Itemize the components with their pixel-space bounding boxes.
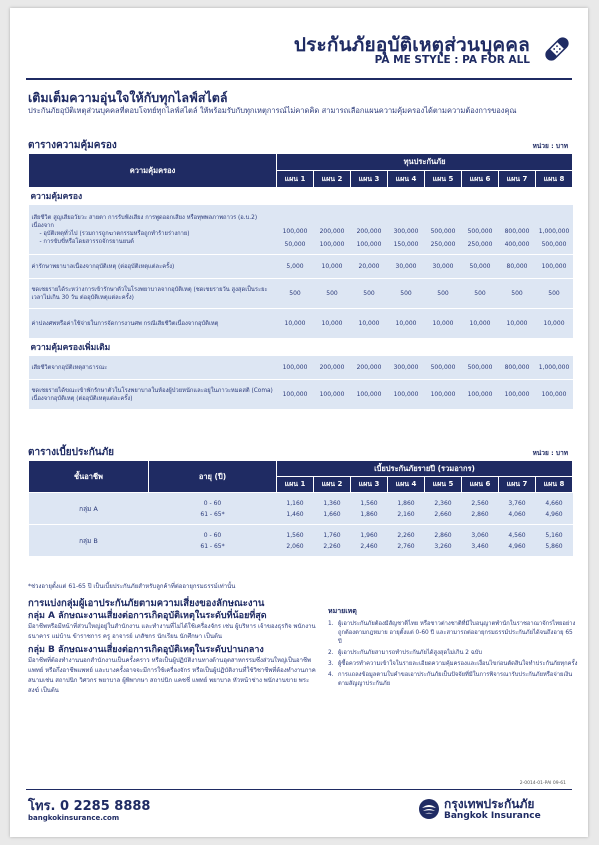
coverage-value: 150,000 <box>393 241 419 248</box>
page-title: ประกันภัยอุบัติเหตุส่วนบุคคล <box>293 34 530 56</box>
remark-item <box>328 660 578 669</box>
phone-number: โทร. 0 2285 8888 <box>28 799 151 814</box>
coverage-value: 100,000 <box>351 380 388 410</box>
coverage-value-cell <box>314 205 351 255</box>
premium-value: 1,460 <box>286 510 304 518</box>
logo-english-text: Bangkok Insurance <box>444 811 541 821</box>
age-range: 61 - 65* <box>200 542 225 550</box>
premium-value-cell <box>462 493 499 525</box>
remark-number: 3. <box>328 661 334 667</box>
premium-note: *ช่วงอายุตั้งแต่ 61-65 ปี เป็นเบี้ยประกันภัยสำหรับลูกค้าที่ต่ออายุกรมธรรม์เท่านั้น <box>28 583 236 590</box>
coverage-desc-text: เสียชีวิตจากอุบัติเหตุสาธารณะ <box>31 364 108 371</box>
annual-premium-header: เบี้ยประกันภัยรายปี (รวมอากร) <box>277 461 573 477</box>
coverage-value: 250,000 <box>430 241 456 248</box>
coverage-value: 50,000 <box>462 255 499 279</box>
logo-thai-text: กรุงเทพประกันภัย <box>444 797 535 811</box>
bandage-icon <box>542 34 572 64</box>
coverage-desc <box>29 356 277 380</box>
age-header: อายุ (ปี) <box>149 461 277 493</box>
group-a-title: กลุ่ม A ลักษณะงานเสี่ยงต่อการเกิดอุบัติเหตุในระดับที่น้อยที่สุด <box>28 611 267 621</box>
coverage-value: 500,000 <box>467 228 493 235</box>
coverage-section-main: ความคุ้มครอง <box>29 188 573 205</box>
coverage-value: 100,000 <box>314 380 351 410</box>
age-range-cell <box>149 525 277 557</box>
plan-header: แผน 5 <box>425 171 462 188</box>
coverage-value: 500 <box>536 279 573 309</box>
premium-value: 3,260 <box>434 542 452 550</box>
coverage-col-header: ความคุ้มครอง <box>29 154 277 188</box>
premium-value-cell <box>425 525 462 557</box>
premium-value: 1,360 <box>323 499 341 507</box>
premium-value-cell <box>536 493 573 525</box>
coverage-value: 20,000 <box>351 255 388 279</box>
plan-header: แผน 4 <box>388 477 425 493</box>
premium-value-cell <box>536 525 573 557</box>
plan-header: แผน 6 <box>462 171 499 188</box>
coverage-value: 100,000 <box>282 228 308 235</box>
occupation-group: กลุ่ม A <box>29 493 149 525</box>
coverage-value: 500 <box>314 279 351 309</box>
coverage-table <box>28 153 573 410</box>
coverage-desc <box>29 255 277 279</box>
premium-value-cell <box>462 525 499 557</box>
coverage-value: 100,000 <box>277 380 314 410</box>
remark-text: ผู้เอาประกันภัยต้องมีสัญชาติไทย หรือชาวต่างชาติที่มีใบอนุญาตพำนักในราชอาณาจักรไทยอย่างถูกต้องตามกฎหมาย อายุตั้งแต่ 0-60 ปี และสามารถต่ออายุกรมธรรม์ประกันภัยได้จนถึงอายุ 65 ปี <box>338 621 576 645</box>
coverage-value: 80,000 <box>499 255 536 279</box>
coverage-desc <box>29 279 277 309</box>
premium-value: 2,660 <box>434 510 452 518</box>
premium-value-cell <box>277 493 314 525</box>
coverage-value: 1,000,000 <box>536 356 573 380</box>
coverage-value: 500 <box>499 279 536 309</box>
coverage-value: 500 <box>351 279 388 309</box>
coverage-row <box>29 255 573 279</box>
coverage-value: 800,000 <box>499 356 536 380</box>
coverage-value: 500 <box>388 279 425 309</box>
premium-value: 1,960 <box>360 531 378 539</box>
coverage-value: 30,000 <box>425 255 462 279</box>
plan-header: แผน 1 <box>277 477 314 493</box>
risk-groups-title: การแบ่งกลุ่มผู้เอาประกันภัยตามความเสี่ยงของลักษณะงาน <box>28 598 265 609</box>
premium-value: 2,360 <box>434 499 452 507</box>
coverage-desc <box>29 205 277 255</box>
coverage-desc <box>29 380 277 410</box>
coverage-row <box>29 279 573 309</box>
plan-header: แผน 7 <box>499 171 536 188</box>
age-range: 61 - 65* <box>200 510 225 518</box>
plan-header: แผน 8 <box>536 477 573 493</box>
remark-text: การแถลงข้อมูลตามใบคำขอเอาประกันภัยเป็นปัจจัยที่มีในการพิจารณารับประกันภัยหรือจ่ายเงินตามสัญญาประกันภัย <box>338 672 573 687</box>
sum-insured-header: ทุนประกันภัย <box>277 154 573 171</box>
premium-value: 2,560 <box>471 499 489 507</box>
premium-value: 2,060 <box>286 542 304 550</box>
coverage-value: 100,000 <box>319 241 345 248</box>
plan-header: แผน 4 <box>388 171 425 188</box>
coverage-value: 10,000 <box>277 309 314 339</box>
coverage-desc-sub: - การขับขี่หรือโดยสารรถจักรยานยนต์ <box>39 238 134 245</box>
coverage-value: 10,000 <box>314 309 351 339</box>
plan-header: แผน 8 <box>536 171 573 188</box>
intro-heading: เติมเต็มความอุ่นใจให้กับทุกไลฟ์สไตล์ <box>28 90 228 105</box>
document-code: 2-0014-01-PAI 09-61 <box>519 781 566 786</box>
coverage-value-cell <box>425 205 462 255</box>
premium-value-cell <box>351 525 388 557</box>
coverage-value: 200,000 <box>351 356 388 380</box>
plan-header: แผน 2 <box>314 171 351 188</box>
premium-value: 1,860 <box>360 510 378 518</box>
coverage-value: 500,000 <box>430 228 456 235</box>
premium-value: 1,760 <box>323 531 341 539</box>
premium-value: 1,560 <box>360 499 378 507</box>
coverage-value: 300,000 <box>393 228 419 235</box>
premium-value: 2,460 <box>360 542 378 550</box>
coverage-desc-text: ชดเชยรายได้ระหว่างการเข้ารักษาตัวในโรงพยาบาลจากอุบัติเหตุ (ชดเชยรายวัน สูงสุดเป็นระยะเวลาไม่เกิน 30 วัน ต่ออุบัติเหตุแต่ละครั้ง) <box>31 286 268 301</box>
plan-header: แผน 3 <box>351 171 388 188</box>
remark-item <box>328 649 578 658</box>
coverage-value-cell <box>351 205 388 255</box>
group-b-title: กลุ่ม B ลักษณะงานเสี่ยงต่อการเกิดอุบัติเหตุในระดับปานกลาง <box>28 645 264 655</box>
coverage-value: 500,000 <box>462 356 499 380</box>
premium-value: 1,860 <box>397 499 415 507</box>
coverage-desc-text: ชดเชยรายได้ขณะเข้าพักรักษาตัวในโรงพยาบาลในห้องผู้ป่วยหนักและอยู่ในภาวะหมดสติ (Coma) เนื่องจากอุบัติเหตุ (ต่ออุบัติเหตุแต่ละครั้ง) <box>31 387 273 402</box>
premium-value-cell <box>277 525 314 557</box>
coverage-value: 100,000 <box>536 255 573 279</box>
footer-divider <box>26 789 572 790</box>
coverage-desc <box>29 309 277 339</box>
coverage-row <box>29 309 573 339</box>
premium-value: 5,160 <box>545 531 563 539</box>
plan-header: แผน 3 <box>351 477 388 493</box>
coverage-value: 10,000 <box>425 309 462 339</box>
coverage-row <box>29 205 573 255</box>
coverage-desc-sub: - อุบัติเหตุทั่วไป (รวมการถูกฆาตกรรมหรือถูกทำร้ายร่างกาย) <box>39 230 190 237</box>
coverage-value: 300,000 <box>388 356 425 380</box>
premium-row <box>29 525 573 557</box>
coverage-value: 500 <box>277 279 314 309</box>
premium-unit: หน่วย : บาท <box>532 449 568 457</box>
coverage-table-title: ตารางความคุ้มครอง <box>28 140 117 151</box>
premium-value: 3,760 <box>508 499 526 507</box>
coverage-value-cell <box>388 205 425 255</box>
coverage-value: 10,000 <box>499 309 536 339</box>
coverage-value: 800,000 <box>504 228 530 235</box>
coverage-value: 10,000 <box>388 309 425 339</box>
age-range: 0 - 60 <box>203 531 222 539</box>
premium-value: 1,560 <box>286 531 304 539</box>
coverage-value: 250,000 <box>467 241 493 248</box>
coverage-value: 1,000,000 <box>538 228 570 235</box>
premium-value: 2,160 <box>397 510 415 518</box>
remark-number: 2. <box>328 650 334 656</box>
coverage-section-extra: ความคุ้มครองเพิ่มเติม <box>29 339 573 356</box>
premium-value: 2,860 <box>471 510 489 518</box>
coverage-value: 500,000 <box>425 356 462 380</box>
premium-value: 2,760 <box>397 542 415 550</box>
plan-header: แผน 5 <box>425 477 462 493</box>
premium-value-cell <box>314 493 351 525</box>
remark-number: 1. <box>328 621 334 627</box>
premium-value: 4,660 <box>545 499 563 507</box>
coverage-value: 100,000 <box>277 356 314 380</box>
premium-value-cell <box>388 525 425 557</box>
product-subtitle: PA ME STYLE : PA FOR ALL <box>374 54 530 66</box>
coverage-value: 10,000 <box>314 255 351 279</box>
premium-table <box>28 460 573 557</box>
coverage-value: 400,000 <box>504 241 530 248</box>
coverage-value: 100,000 <box>388 380 425 410</box>
premium-value-cell <box>351 493 388 525</box>
premium-value: 5,860 <box>545 542 563 550</box>
remark-item <box>328 620 578 647</box>
coverage-value: 10,000 <box>536 309 573 339</box>
plan-header: แผน 6 <box>462 477 499 493</box>
premium-value: 1,660 <box>323 510 341 518</box>
coverage-value: 200,000 <box>356 228 382 235</box>
coverage-unit: หน่วย : บาท <box>532 142 568 150</box>
premium-value: 1,160 <box>286 499 304 507</box>
premium-value: 4,960 <box>545 510 563 518</box>
plan-header: แผน 1 <box>277 171 314 188</box>
plan-header: แผน 7 <box>499 477 536 493</box>
coverage-row <box>29 356 573 380</box>
intro-text: ประกันภัยอุบัติเหตุส่วนบุคคลที่ตอบโจทย์ทุกไลฟ์สไตล์ ให้พร้อมรับกับทุกเหตุการณ์ไม่คาดคิด สามารถเลือกแผนความคุ้มครองได้ตามความต้องการของคุณ <box>28 106 517 115</box>
plan-header: แผน 2 <box>314 477 351 493</box>
coverage-value: 500 <box>462 279 499 309</box>
occupation-class-header: ชั้นอาชีพ <box>29 461 149 493</box>
remark-text: ผู้เอาประกันภัยสามารถทำประกันภัยได้สูงสุดไม่เกิน 2 ฉบับ <box>338 650 483 656</box>
coverage-desc-text: ค่าปลงศพหรือค่าใช้จ่ายในการจัดการงานศพ กรณีเสียชีวิตเนื่องจากอุบัติเหตุ <box>31 320 219 327</box>
premium-value-cell <box>499 525 536 557</box>
coverage-desc-text: ค่ารักษาพยาบาลเนื่องจากอุบัติเหตุ (ต่ออุบัติเหตุแต่ละครั้ง) <box>31 263 175 270</box>
coverage-value: 50,000 <box>284 241 306 248</box>
website-link[interactable]: bangkokinsurance.com <box>28 814 120 822</box>
premium-value: 3,060 <box>471 531 489 539</box>
premium-row <box>29 493 573 525</box>
coverage-value: 5,000 <box>277 255 314 279</box>
remark-item <box>328 671 578 689</box>
remark-number: 4. <box>328 672 334 678</box>
coverage-value-cell <box>462 205 499 255</box>
premium-value-cell <box>499 493 536 525</box>
header-divider <box>26 78 572 80</box>
remark-text: ผู้ซื้อควรทำความเข้าใจในรายละเอียดความคุ้มครองและเงื่อนไขก่อนตัดสินใจทำประกันภัยทุกครั้ง <box>338 661 578 667</box>
premium-value: 4,960 <box>508 542 526 550</box>
coverage-value: 100,000 <box>499 380 536 410</box>
coverage-value: 200,000 <box>319 228 345 235</box>
premium-value-cell <box>425 493 462 525</box>
coverage-value-cell <box>536 205 573 255</box>
remarks-section <box>328 606 578 691</box>
premium-value: 3,460 <box>471 542 489 550</box>
coverage-value-cell <box>277 205 314 255</box>
remarks-title: หมายเหตุ <box>328 607 357 615</box>
bangkok-insurance-logo-icon <box>418 798 440 820</box>
premium-value: 4,060 <box>508 510 526 518</box>
coverage-value: 100,000 <box>536 380 573 410</box>
premium-value-cell <box>388 493 425 525</box>
premium-value: 4,560 <box>508 531 526 539</box>
premium-value: 2,860 <box>434 531 452 539</box>
group-a-text: มีอาชีพหรือมีหน้าที่ส่วนใหญ่อยู่ในสำนักงาน และทำงานที่ไม่ได้ใช้เครื่องจักร เช่น ผู้บริหาร เจ้าของธุรกิจ พนักงานธนาคาร แม่บ้าน ข้าราชการ ครู อาจารย์ เภสัชกร นักเรียน นักศึกษา เป็นต้น <box>28 623 316 640</box>
coverage-value-cell <box>499 205 536 255</box>
coverage-value: 10,000 <box>462 309 499 339</box>
coverage-value: 100,000 <box>425 380 462 410</box>
premium-value-cell <box>314 525 351 557</box>
coverage-value: 500,000 <box>541 241 567 248</box>
coverage-value: 500 <box>425 279 462 309</box>
coverage-value: 100,000 <box>462 380 499 410</box>
coverage-value: 30,000 <box>388 255 425 279</box>
premium-value: 2,260 <box>323 542 341 550</box>
premium-value: 2,260 <box>397 531 415 539</box>
coverage-value: 200,000 <box>314 356 351 380</box>
group-b-text: มีอาชีพที่ต้องทำงานนอกสำนักงานเป็นครั้งคราว หรือเป็นผู้ปฏิบัติงานทางด้านอุตสาหกรรมซึ่งส่วนใหญ่เป็นอาชีพแพทย์ หรือกึ่งอาชีพแพทย์ และบางครั้งอาจจะมีการใช้เครื่องจักร หรือเป็นผู้ปฏิบัติงานที่ใช้วิชาชีพที่ต้องทำงานภาคสนามเช่น สถาปนิก วิศวกร พยาบาล ผู้พิพากษา สถาปนิก แคชชี่ แพทย์ พยาบาล หัวหน้าช่าง พนักงานขาย พระสงฆ์ เป็นต้น <box>28 657 316 694</box>
coverage-desc-text: เสียชีวิต สูญเสียอวัยวะ สายตา การรับฟังเสียง การพูดออกเสียง หรือทุพพลภาพถาวร (อ.บ.2) เนื่องจาก <box>31 214 258 229</box>
risk-groups-section <box>28 598 318 696</box>
age-range-cell <box>149 493 277 525</box>
occupation-group: กลุ่ม B <box>29 525 149 557</box>
coverage-value: 100,000 <box>356 241 382 248</box>
premium-table-title: ตารางเบี้ยประกันภัย <box>28 447 115 458</box>
coverage-row <box>29 380 573 410</box>
coverage-value: 10,000 <box>351 309 388 339</box>
brochure-page <box>10 8 588 837</box>
age-range: 0 - 60 <box>203 499 222 507</box>
bangkok-insurance-logo <box>418 794 568 826</box>
